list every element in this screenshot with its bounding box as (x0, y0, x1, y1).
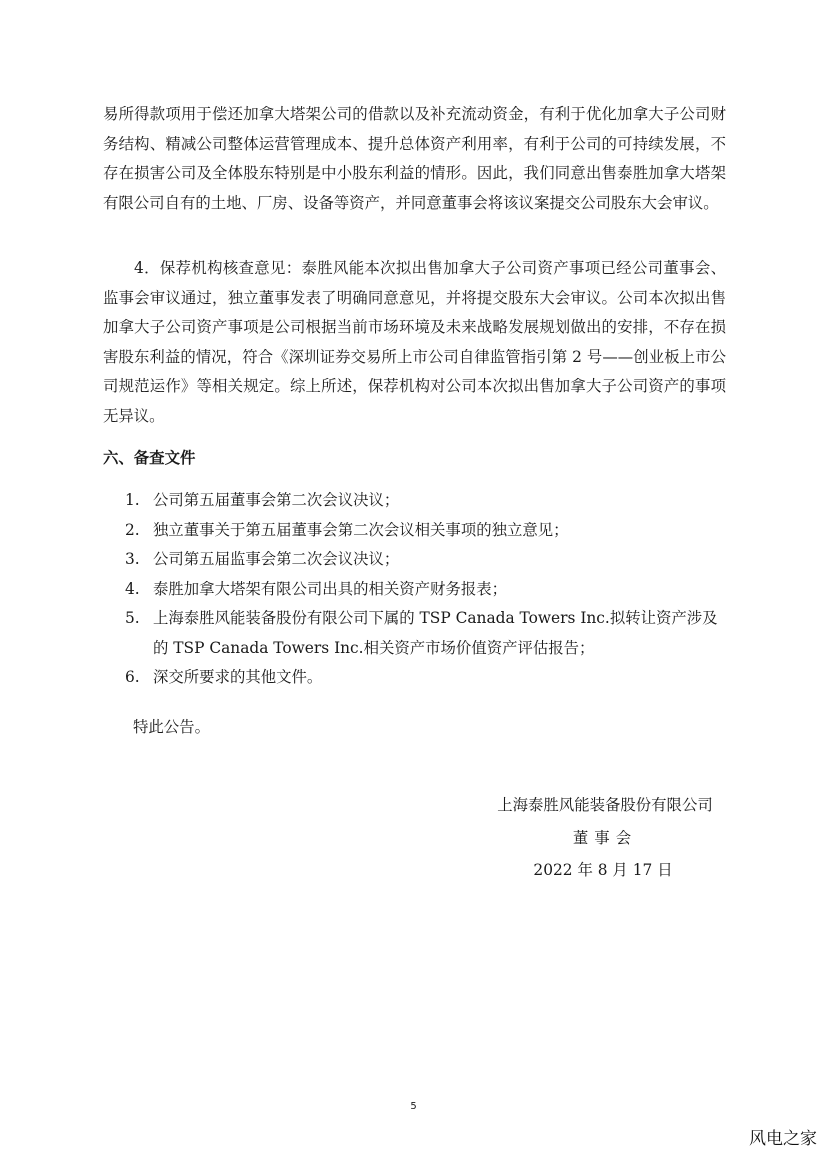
list-item-number: 2. (125, 520, 140, 539)
paragraph-sponsor-opinion: 4．保荐机构核查意见：泰胜风能本次拟出售加拿大子公司资产事项已经公司董事会、监事会审议通过，独立董事发表了明确同意意见，并将提交股东大会审议。公司本次拟出售加拿大子公司资产事项是公司根据当前市场环境及未来战略发展规划做出的安排，不存在损害股东利益的情况，符合《深圳证券交易所上市公司自律监管指引第 2 号——创业板上市公司规范运作》等相关规定。综上所述，保荐机构对公司本次拟出售加拿大子公司资产的事项无异议。 (103, 259, 726, 425)
signature-board: 董事会 (572, 829, 638, 847)
list-item (0, 486, 726, 516)
list-item-number: 6. (125, 668, 140, 686)
list-item (0, 575, 726, 605)
list-item (0, 663, 726, 693)
closing-statement: 特此公告。 (133, 718, 210, 736)
paragraph-independent-directors: 易所得款项用于偿还加拿大塔架公司的借款以及补充流动资金，有利于优化加拿大子公司财务结构、精减公司整体运营管理成本、提升总体资产利用率，有利于公司的可持续发展，不存在损害公司及全体股东特别是中小股东利益的情形。因此，我们同意出售泰胜加拿大塔架有限公司自有的土地、厂房、设备等资产，并同意董事会将该议案提交公司股东大会审议。 (103, 105, 726, 212)
list-item-number: 4. (125, 579, 140, 598)
list-item-text: 泰胜加拿大塔架有限公司出具的相关资产财务报表； (153, 579, 507, 598)
list-item-text: 独立董事关于第五届董事会第二次会议相关事项的独立意见； (153, 520, 569, 539)
signature-company: 上海泰胜风能装备股份有限公司 (497, 796, 713, 814)
watermark-text: 风电之家 (749, 1129, 817, 1149)
list-item-text: 深交所要求的其他文件。 (153, 668, 323, 686)
list-item-text: 上海泰胜风能装备股份有限公司下属的 TSP Canada Towers Inc.拟转让资产涉及的 TSP Canada Towers Inc.相关资产市场价值资产评估报告； (153, 609, 718, 657)
signature-date: 2022 年 8 月 17 日 (533, 861, 673, 879)
list-item-number: 1. (125, 491, 140, 509)
page-number: 5 (410, 1101, 417, 1112)
list-item (0, 604, 726, 663)
section-heading: 六、备查文件 (103, 449, 196, 467)
list-item (0, 516, 726, 546)
list-item-text: 公司第五届监事会第二次会议决议； (153, 550, 400, 568)
list-item-number: 3. (125, 550, 140, 568)
list-item (0, 545, 726, 575)
list-item-text: 公司第五届董事会第二次会议决议； (153, 491, 400, 509)
document-list (0, 486, 827, 693)
list-item-number: 5. (125, 609, 140, 627)
